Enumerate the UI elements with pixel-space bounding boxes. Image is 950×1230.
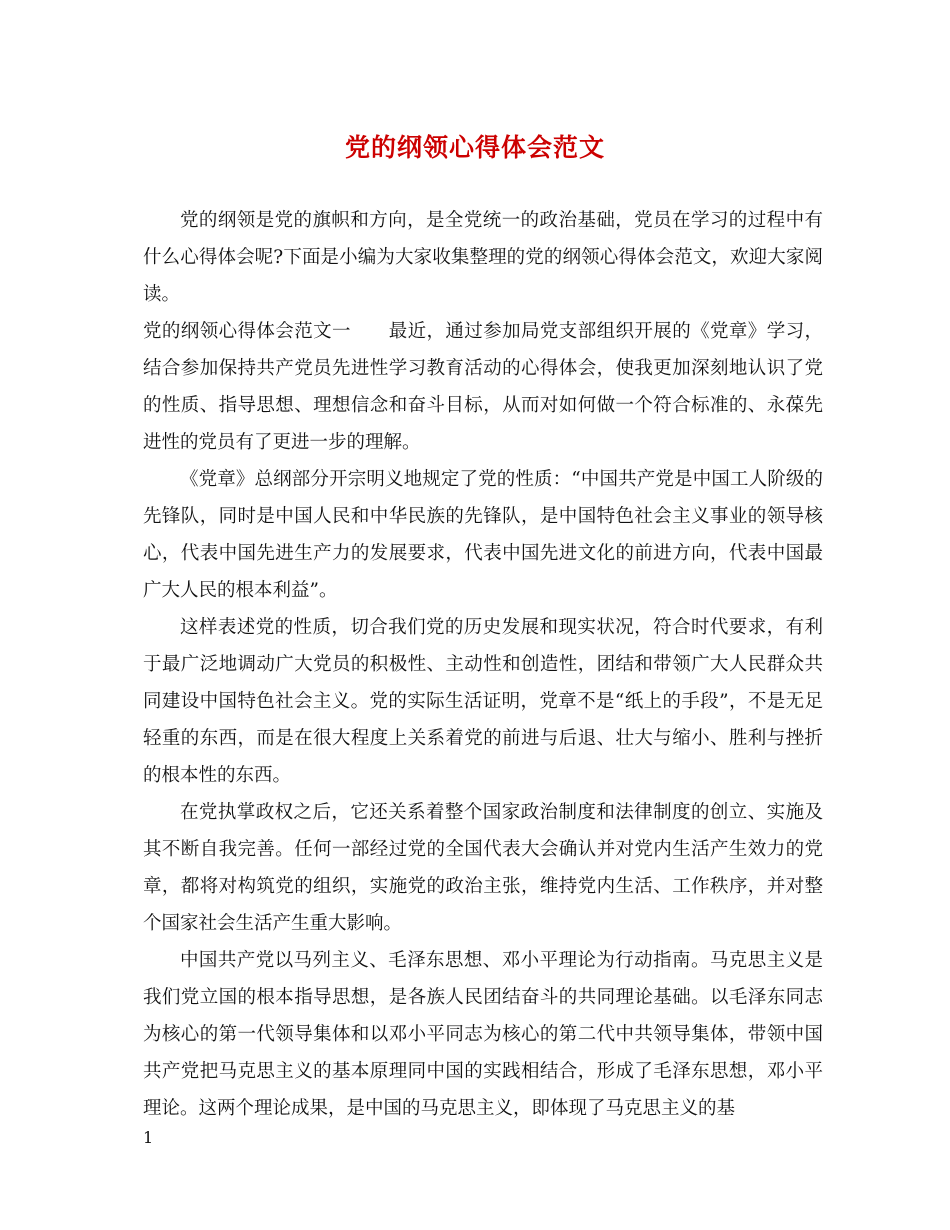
paragraph-guiding-thought: 中国共产党以马列主义、毛泽东思想、邓小平理论为行动指南。马克思主义是我们党立国的根本指导思想，是各族人民团结奋斗的共同理论基础。以毛泽东同志为核心的第一代领导集体和以邓小平同志为核心的第二代中共领导集体，带领中国共产党把马克思主义的基本原理同中国的实践相结合，形成了毛泽东思想，邓小平理论。这两个理论成果，是中国的马克思主义，即体现了马克思主义的基 — [143, 950, 823, 1119]
paragraph-intro: 党的纲领是党的旗帜和方向，是全党统一的政治基础，党员在学习的过程中有什么心得体会呢?下面是小编为大家收集整理的党的纲领心得体会范文，欢迎大家阅读。 — [143, 210, 823, 305]
paragraph-governance: 在党执掌政权之后，它还关系着整个国家政治制度和法律制度的创立、实施及其不断自我完善。任何一部经过党的全国代表大会确认并对党内生活产生效力的党章，都将对构筑党的组织，实施党的政治主张，维持党内生活、工作秩序，并对整个国家社会生活产生重大影响。 — [143, 802, 823, 934]
page-number: 1 — [143, 1128, 154, 1147]
paragraph-example-one: 党的纲领心得体会范文一 最近，通过参加局党支部组织开展的《党章》学习，结合参加保持共产党员先进性学习教育活动的心得体会，使我更加深刻地认识了党的性质、指导思想、理想信念和奋斗目标，从而对如何做一个符合标准的、永葆先进性的党员有了更进一步的理解。 — [143, 321, 823, 453]
document-title: 党的纲领心得体会范文 — [344, 133, 605, 162]
paragraph-party-nature: 《党章》总纲部分开宗明义地规定了党的性质：“中国共产党是中国工人阶级的先锋队，同时是中国人民和中华民族的先锋队，是中国特色社会主义事业的领导核心，代表中国先进生产力的发展要求，代表中国先进文化的前进方向，代表中国最广大人民的根本利益”。 — [143, 469, 823, 601]
paragraph-expression: 这样表述党的性质，切合我们党的历史发展和现实状况，符合时代要求，有利于最广泛地调动广大党员的积极性、主动性和创造性，团结和带领广大人民群众共同建设中国特色社会主义。党的实际生活证明，党章不是“纸上的手段”，不是无足轻重的东西，而是在很大程度上关系着党的前进与后退、壮大与缩小、胜利与挫折的根本性的东西。 — [143, 617, 823, 786]
document-body — [143, 202, 823, 1127]
